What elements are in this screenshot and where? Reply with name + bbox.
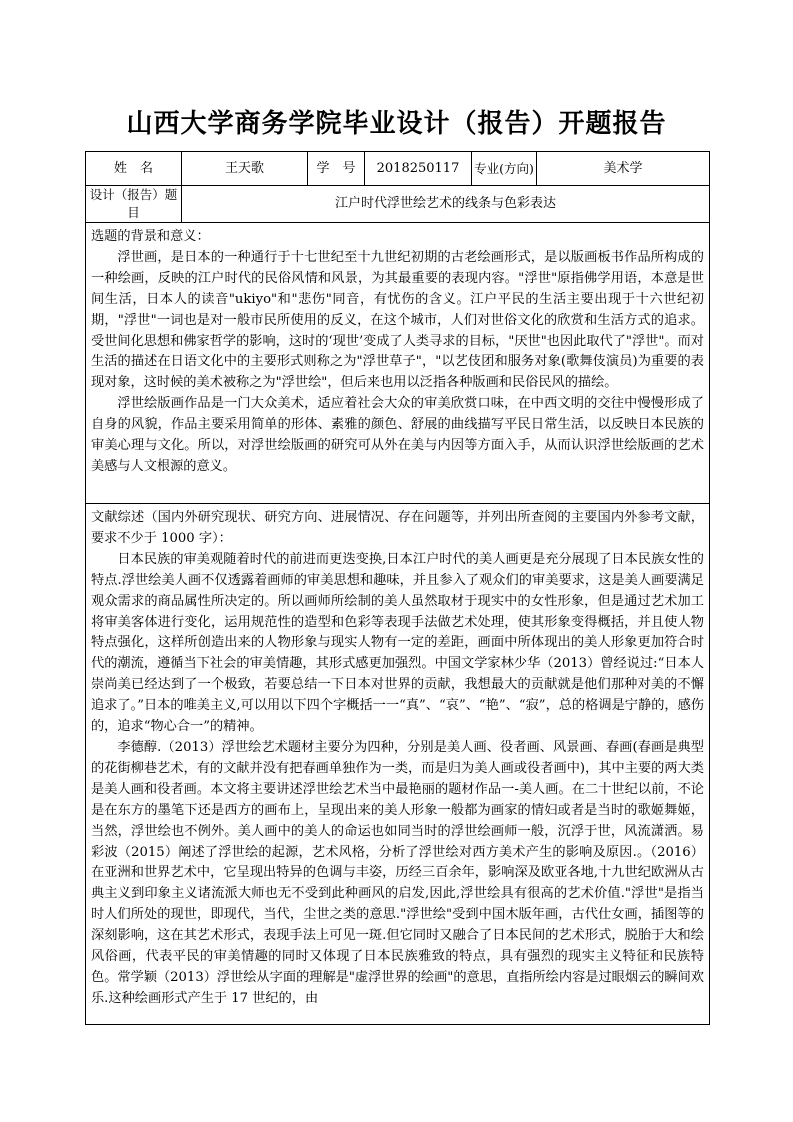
name-label: 姓 名 [86, 152, 182, 186]
proposal-form-table [85, 151, 710, 1025]
literature-section-row [86, 504, 710, 1025]
student-id-label: 学 号 [308, 152, 365, 186]
topic-value: 江户时代浮世绘艺术的线条与色彩表达 [182, 186, 710, 223]
literature-paragraph-2: 李德醇.（2013）浮世绘艺术题材主要分为四种，分别是美人画、役者画、风景画、春画(春画是典型的花街柳巷艺术，有的文献并没有把春画单独作为一类，而是归为美人画或役者画中)，其中主要的两大类是美人画和役者画。本文将主要讲述浮世绘艺术当中最艳丽的题材作品一-美人画。在二十世纪以前，不论是在东方的墨笔下还是西方的画布上，呈现出来的美人形象一般都为画家的情妇或者是当时的歌姬舞姬，当然，浮世绘也不例外。美人画中的美人的命运也如同当时的浮世绘画师一般，沉浮于世，风流潇洒。易彩波（2015）阐述了浮世绘的起源，艺术风格，分析了浮世绘对西方美术产生的影响及原因.。（2016）在亚洲和世界艺术中，它呈现出特异的色调与丰姿，历经三百余年，影响深及欧亚各地,十九世纪欧洲从古典主义到印象主义诸流派大师也无不受到此种画风的启发,因此,浮世绘具有很高的艺术价值."浮世"是指当时人们所处的现世，即现代，当代，尘世之类的意思."浮世绘"受到中国木版年画，古代仕女画，插图等的深刻影响，这在其艺术形式，表现手法上可见一斑.但它同时又融合了日本民间的艺术形式，脱胎于大和绘风俗画，代表平民的审美情趣的同时又体现了日本民族雅致的特点，具有强烈的现实主义特征和民族特色。常学颖（2013）浮世绘从字面的理解是"虚浮世界的绘画"的意思，直指所绘内容是过眼烟云的瞬间欢乐.这种绘画形式产生于 17 世纪的，由 [91, 739, 704, 1006]
major-label: 专业(方向) [472, 152, 537, 186]
background-section [86, 223, 710, 504]
student-id-value: 2018250117 [365, 152, 472, 186]
background-paragraph-2: 浮世绘版画作品是一门大众美术，适应着社会大众的审美欣赏口味，在中西文明的交往中慢慢形成了自身的风貌，作品主要采用简单的形体、素雅的颜色、舒展的曲线描写平民日常生活，以反映日本民族的审美心理与文化。所以，对浮世绘版画的研究可从外在美与内因等方面入手，从而认识浮世绘版画的艺术美感与人文根源的意义。 [91, 396, 704, 474]
topic-label: 设计（报告）题目 [86, 186, 182, 223]
background-heading: 选题的背景和意义： [91, 229, 210, 244]
topic-row [86, 186, 710, 223]
literature-section [86, 504, 710, 1025]
student-info-row [86, 152, 710, 186]
name-value: 王天歌 [182, 152, 308, 186]
document-title: 山西大学商务学院毕业设计（报告）开题报告 [126, 109, 667, 139]
background-paragraph-1: 浮世画，是日本的一种通行于十七世纪至十九世纪初期的古老绘画形式，是以版画板书作品所构成的一种绘画，反映的江户时代的民俗风情和风景，为其最重要的表现内容。"浮世"原指佛学用语，本意是世间生活，日本人的读音"ukiyo"和"悲伤"同音，有忧伤的含义。江户平民的生活主要出现于十六世纪初期，"浮世"一词也是对一般市民所使用的反义，在这个城市，人们对世俗文化的欣赏和生活方式的追求。受世间化思想和佛家哲学的影响，这时的‘现世’变成了人类寻求的目标，"厌世"也因此取代了"浮世"。而对生活的描述在日语文化中的主要形式则称之为"浮世草子"，"以艺伎团和服务对象(歌舞伎演员)为重要的表现对象，这时候的美术被称之为"浮世绘"，但后来也用以泛指各种版画和民俗民风的描绘。 [91, 249, 704, 391]
literature-paragraph-1: 日本民族的审美观随着时代的前进而更迭变换,日本江户时代的美人画更是充分展现了日本民族女性的特点.浮世绘美人画不仅透露着画师的审美思想和趣味，并且参入了观众们的审美要求，这是美人画要满足观众需求的商品属性所决定的。所以画师所绘制的美人虽然取材于现实中的女性形象，但是通过艺术加工将审美客体进行变化，运用规范性的造型和色彩等表现手法做艺术处理，使其形象变得概括，并且使人物特点强化，这样所创造出来的人物形象与现实人物有一定的差距，画面中所体现出的美人形象更加符合时代的潮流，遵循当下社会的审美情趣，其形式感更加强烈。中国文学家林少华（2013）曾经说过:“日本人崇尚美已经达到了一个极致，若要总结一下日本对世界的贡献，我想最大的贡献就是他们那种对美的不懈追求了。”日本的唯美主义,可以用以下四个字概括一一“真”、“哀”、“艳”、“寂”，总的格调是宁静的，感伤的，追求“物心合一”的精神。 [91, 551, 704, 735]
major-value: 美术学 [537, 152, 710, 186]
background-section-row [86, 223, 710, 504]
literature-heading: 文献综述（国内外研究现状、研究方向、进展情况、存在问题等，并列出所查阅的主要国内外参考文献，要求不少于 1000 字）： [91, 510, 704, 546]
